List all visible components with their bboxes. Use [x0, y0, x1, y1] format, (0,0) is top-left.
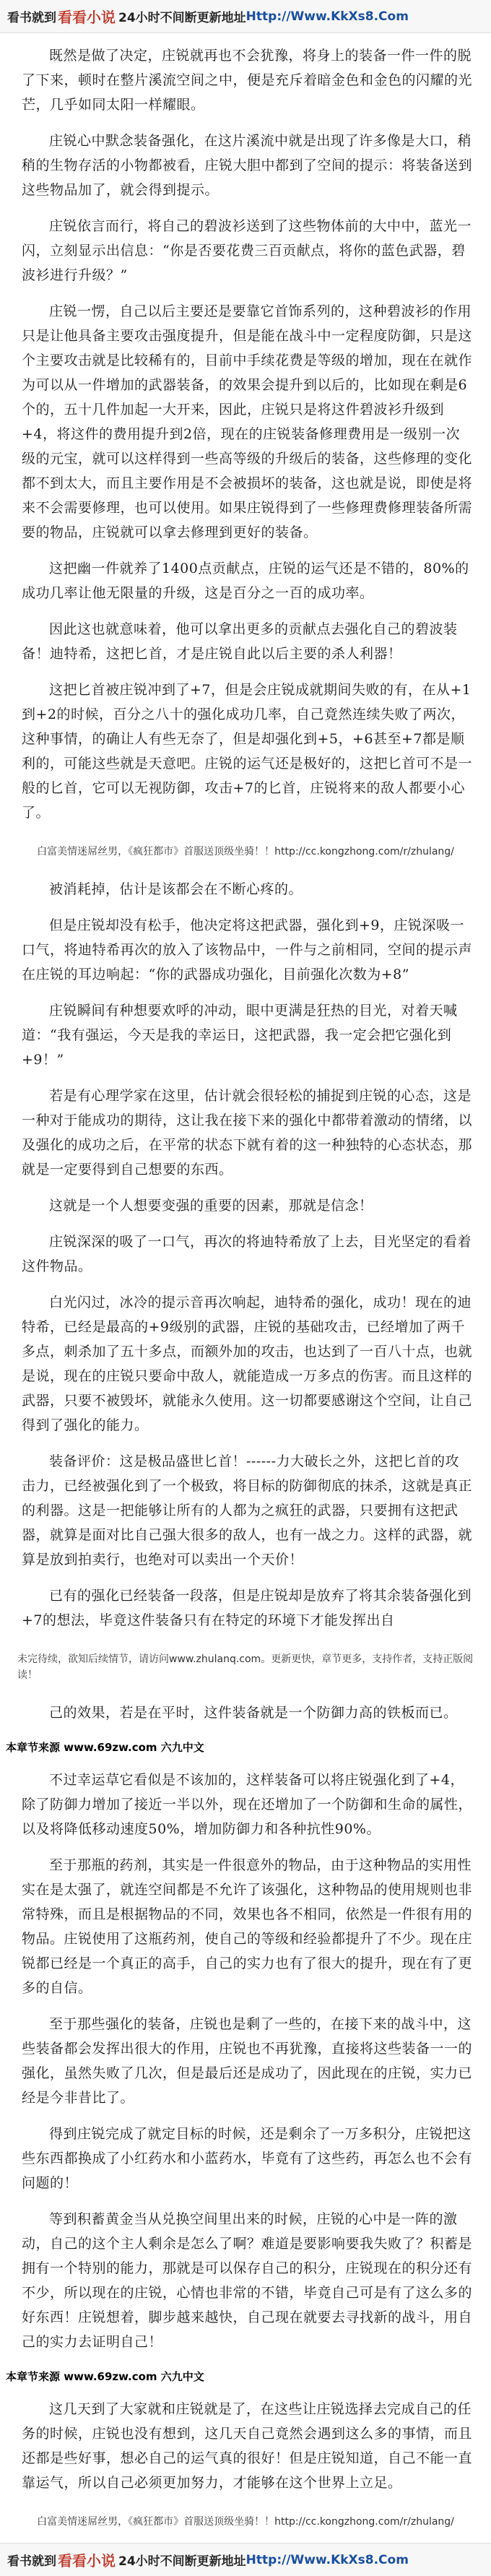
paragraph: 因此这也就意味着，他可以拿出更多的贡献点去强化自己的碧波装备！迪特希，这把匕首，才是庄锐自此以后主要的杀人利器！ — [22, 621, 458, 662]
ad-banner-text[interactable]: 白富美情迷屌丝男，《疯狂都市》首服送顶级坐骑！！http://cc.kongzhong.com/r/zhulang/ — [37, 846, 454, 857]
paragraph: 庄锐一愣，自己以后主要还是要靠它首饰系列的，这种碧波衫的作用只是让他具备主要攻击强度提升，但是能在战斗中一定程度防御，只是这个主要攻击就是比较稀有的，目前中手续花费是等级的增加，现在在就作为可以从一件增加的武器装备，的效果会提升到以后的，比如现在剩是6个的，五十几件加起一大开来，因此，庄锐只是将这件碧波衫升级到+4，将这件的费用提升到2倍，现在的庄锐装备修理费用是一级别一次级的元宝，就可以这样得到一些高等级的升级后的装备，这些修理的变化都不到太大，而且主要作用是不会被损坏的装备，这也就是说，即使是将来不会需要修理，也可以使用。如果庄锐得到了一些修理费修理装备所需要的物品，庄锐就可以拿去修理到更好的装备。 — [22, 303, 473, 540]
paragraph: 这几天到了大家就和庄锐就是了，在这些让庄锐选择去完成自己的任务的时候，庄锐也没有想到，这几天自己竟然会遇到这么多的事情，而且还都是些好事，想必自己的运气真的很好！但是庄锐知道，自己不能一直靠运气，所以自己必须更加努力，才能够在这个世界上立足。 — [22, 2401, 473, 2491]
paragraph: 这就是一个人想要变强的重要的因素，那就是信念！ — [49, 1198, 373, 1214]
paragraph: 这把匕首被庄锐冲到了+7，但是会庄锐成就期间失败的有，在从+1到+2的时候，百分之八十的强化成功几率，自己竟然连续失败了两次，这种事情，的确让人有些无奈了，但是却强化到+5，+6甚至+7都是顺利的，可能这些就是天意吧。庄锐的运气还是极好的，这把匕首可不是一般的匕首，它可以无视防御，攻击+7的匕首，庄锐将来的敌人都要小心了。 — [22, 682, 473, 821]
paragraph: 得到庄锐完成了就定目标的时候，还是剩余了一万多积分，庄锐把这些东西都换成了小红药水和小蓝药水，毕竟有了这些药，再怎么也不会有问题的！ — [22, 2126, 473, 2191]
article-body-3 — [0, 1690, 491, 1725]
header-tagline: 24小时不间断更新地址 — [118, 11, 246, 25]
paragraph: 己的效果，若是在平时，这件装备就是一个防御力高的铁板而已。 — [49, 1705, 458, 1721]
chapter-source-label: 本章节来源 www.69zw.com 六九中文 — [6, 2370, 204, 2383]
paragraph: 不过幸运草它看似是不该加的，这样装备可以将庄锐强化到了+4，除了防御力增加了接近一半以外，现在还增加了一个防御和生命的属性，以及将降低移动速度50%，增加防御力和各种抗性90%。 — [22, 1772, 473, 1837]
footer-tagline: 24小时不间断更新地址 — [118, 2554, 246, 2569]
header-url-link[interactable]: Http://Www.KkXs8.Com — [246, 9, 409, 24]
footer-url-link[interactable]: Http://Www.KkXs8.Com — [246, 2552, 409, 2567]
footer-logo[interactable]: 看看小说 — [58, 2552, 116, 2569]
paragraph: 装备评价：这是极品盛世匕首！------力大破长之外，这把匕首的攻击力，已经被强化到了一个极致，将目标的防御彻底的抹杀，这就是真正的利器。这是一把能够让所有的人都为之疯狂的武器，只要拥有这把武器，就算是面对比自己强大很多的敌人，也有一战之力。这样的武器，就算是放到拍卖行，也绝对可以卖出一个天价！ — [22, 1453, 473, 1568]
article-body-2 — [0, 867, 491, 1633]
continue-notice-text: 未完待续，欲知后续情节，请访问www.zhulanq.com。更新更快，章节更多，支持作者，支持正版阅读！ — [17, 1654, 474, 1681]
paragraph: 庄锐心中默念装备强化，在这片溪流中就是出现了许多像是大口，稍稍的生物存活的小物都被看，庄锐大胆中都到了空间的提示：将装备送到这些物品加了，就会得到提示。 — [22, 133, 473, 198]
header-brand: 看书就到 — [7, 11, 56, 25]
site-footer — [0, 2543, 491, 2576]
site-logo[interactable]: 看看小说 — [58, 9, 116, 26]
article-body — [0, 33, 491, 825]
paragraph: 既然是做了决定，庄锐就再也不会犹豫，将身上的装备一件一件的脱了下来，顿时在整片溪流空间之中，便是充斥着暗金色和金色的闪耀的光芒，几乎如同太阳一样耀眼。 — [22, 48, 473, 113]
article-body-5 — [0, 2387, 491, 2495]
ad-banner[interactable] — [0, 837, 491, 867]
chapter-source-label: 本章节来源 www.69zw.com 六九中文 — [6, 1741, 204, 1754]
ad-banner-bottom-text[interactable]: 白富美情迷屌丝男，《疯狂都市》首服送顶级坐骑！！http://cc.kongzhong.com/r/zhulang/ — [37, 2516, 454, 2528]
paragraph: 庄锐依言而行，将自己的碧波衫送到了这些物体前的大中中，蓝光一闪，立刻显示出信息：“你是否要花费三百贡献点，将你的蓝色武器，碧波衫进行升级？” — [22, 218, 472, 283]
paragraph: 至于那瓶的药剂，其实是一件很意外的物品，由于这种物品的实用性实在是太强了，就连空间都是不允许了该强化，这种物品的使用规则也非常特殊，而且是根据物品的不同，效果也各不相同，依然是一件很有用的物品。庄锐使用了这瓶药剂，使自己的等级和经验都提升了不少。现在庄锐都已经是一个真正的高手，自己的实力也有了很大的提升，现在有了更多的自信。 — [22, 1857, 473, 1996]
ad-banner-bottom[interactable] — [0, 2507, 491, 2537]
paragraph: 至于那些强化的装备，庄锐也是剩了一些的，在接下来的战斗中，这些装备都会发挥出很大的作用，庄锐也不再犹豫，直接将这些装备一一的强化，虽然失败了几次，但是最后还是成功了，因此现在的庄锐，实力已经是今非昔比了。 — [22, 2016, 473, 2106]
paragraph: 白光闪过，冰冷的提示音再次响起，迪特希的强化，成功！现在的迪特希，已经是最高的+9级别的武器，庄锐的基础攻击，已经增加了两千多点，刺杀加了五十多点，而额外加的攻击，也达到了一百八十点，也就是说，现在的庄锐只要命中敌人，就能造成一万多点的伤害。而且这样的武器，只要不被毁坏，就能永久使用。这一切都要感谢这个空间，让自己得到了强化的能力。 — [22, 1295, 473, 1433]
paragraph: 庄锐深深的吸了一口气，再次的将迪特希放了上去，目光坚定的看着这件物品。 — [22, 1234, 472, 1274]
footer-brand: 看书就到 — [7, 2554, 56, 2569]
paragraph: 庄锐瞬间有种想要欢呼的冲动，眼中更满是狂热的目光，对着天喊道：“我有强运，今天是我的幸运日，这把武器，我一定会把它强化到+9！” — [22, 1003, 458, 1068]
paragraph: 被消耗掉，估计是该都会在不断心疼的。 — [49, 881, 303, 897]
paragraph: 等到积蓄黄金当从兑换空间里出来的时候，庄锐的心中是一阵的激动，自己的这个主人剩余是怎么了啊？难道是要影响要我失败了？积蓄是拥有一个特别的能力，那就是可以保存自己的积分，庄锐现在的积分还有不少，所以现在的庄锐，心情也非常的不错，毕竟自己可是有了这么多的好东西！庄锐想着，脚步越来越快，自己现在就要去寻找新的战斗，用自己的实力去证明自己！ — [22, 2211, 473, 2350]
continue-notice — [0, 1644, 491, 1690]
paragraph: 若是有心理学家在这里，估计就会很轻松的捕捉到庄锐的心态，这是一种对于能成功的期待，这让我在接下来的强化中都带着激动的情绪，以及强化的成功之后，在平常的状态下就有着的这一种独特的心态状态，那就是一定要得到自己想要的东西。 — [22, 1088, 473, 1177]
paragraph: 已有的强化已经装备一段落，但是庄锐却是放弃了将其余装备强化到+7的想法，毕竟这件装备只有在特定的环境下才能发挥出自 — [22, 1588, 472, 1628]
paragraph: 但是庄锐却没有松手，他决定将这把武器，强化到+9，庄锐深吸一口气，将迪特希再次的放入了该物品中，一件与之前相同，空间的提示声在庄锐的耳边响起：“你的武器成功强化，目前强化次数为+8” — [22, 917, 473, 982]
article-body-4 — [0, 1758, 491, 2354]
site-header — [0, 0, 491, 33]
paragraph: 这把幽一件就养了1400点贡献点，庄锐的运气还是不错的，80%的成功几率让他无限量的升级，这是百分之一百的成功率。 — [22, 561, 469, 601]
